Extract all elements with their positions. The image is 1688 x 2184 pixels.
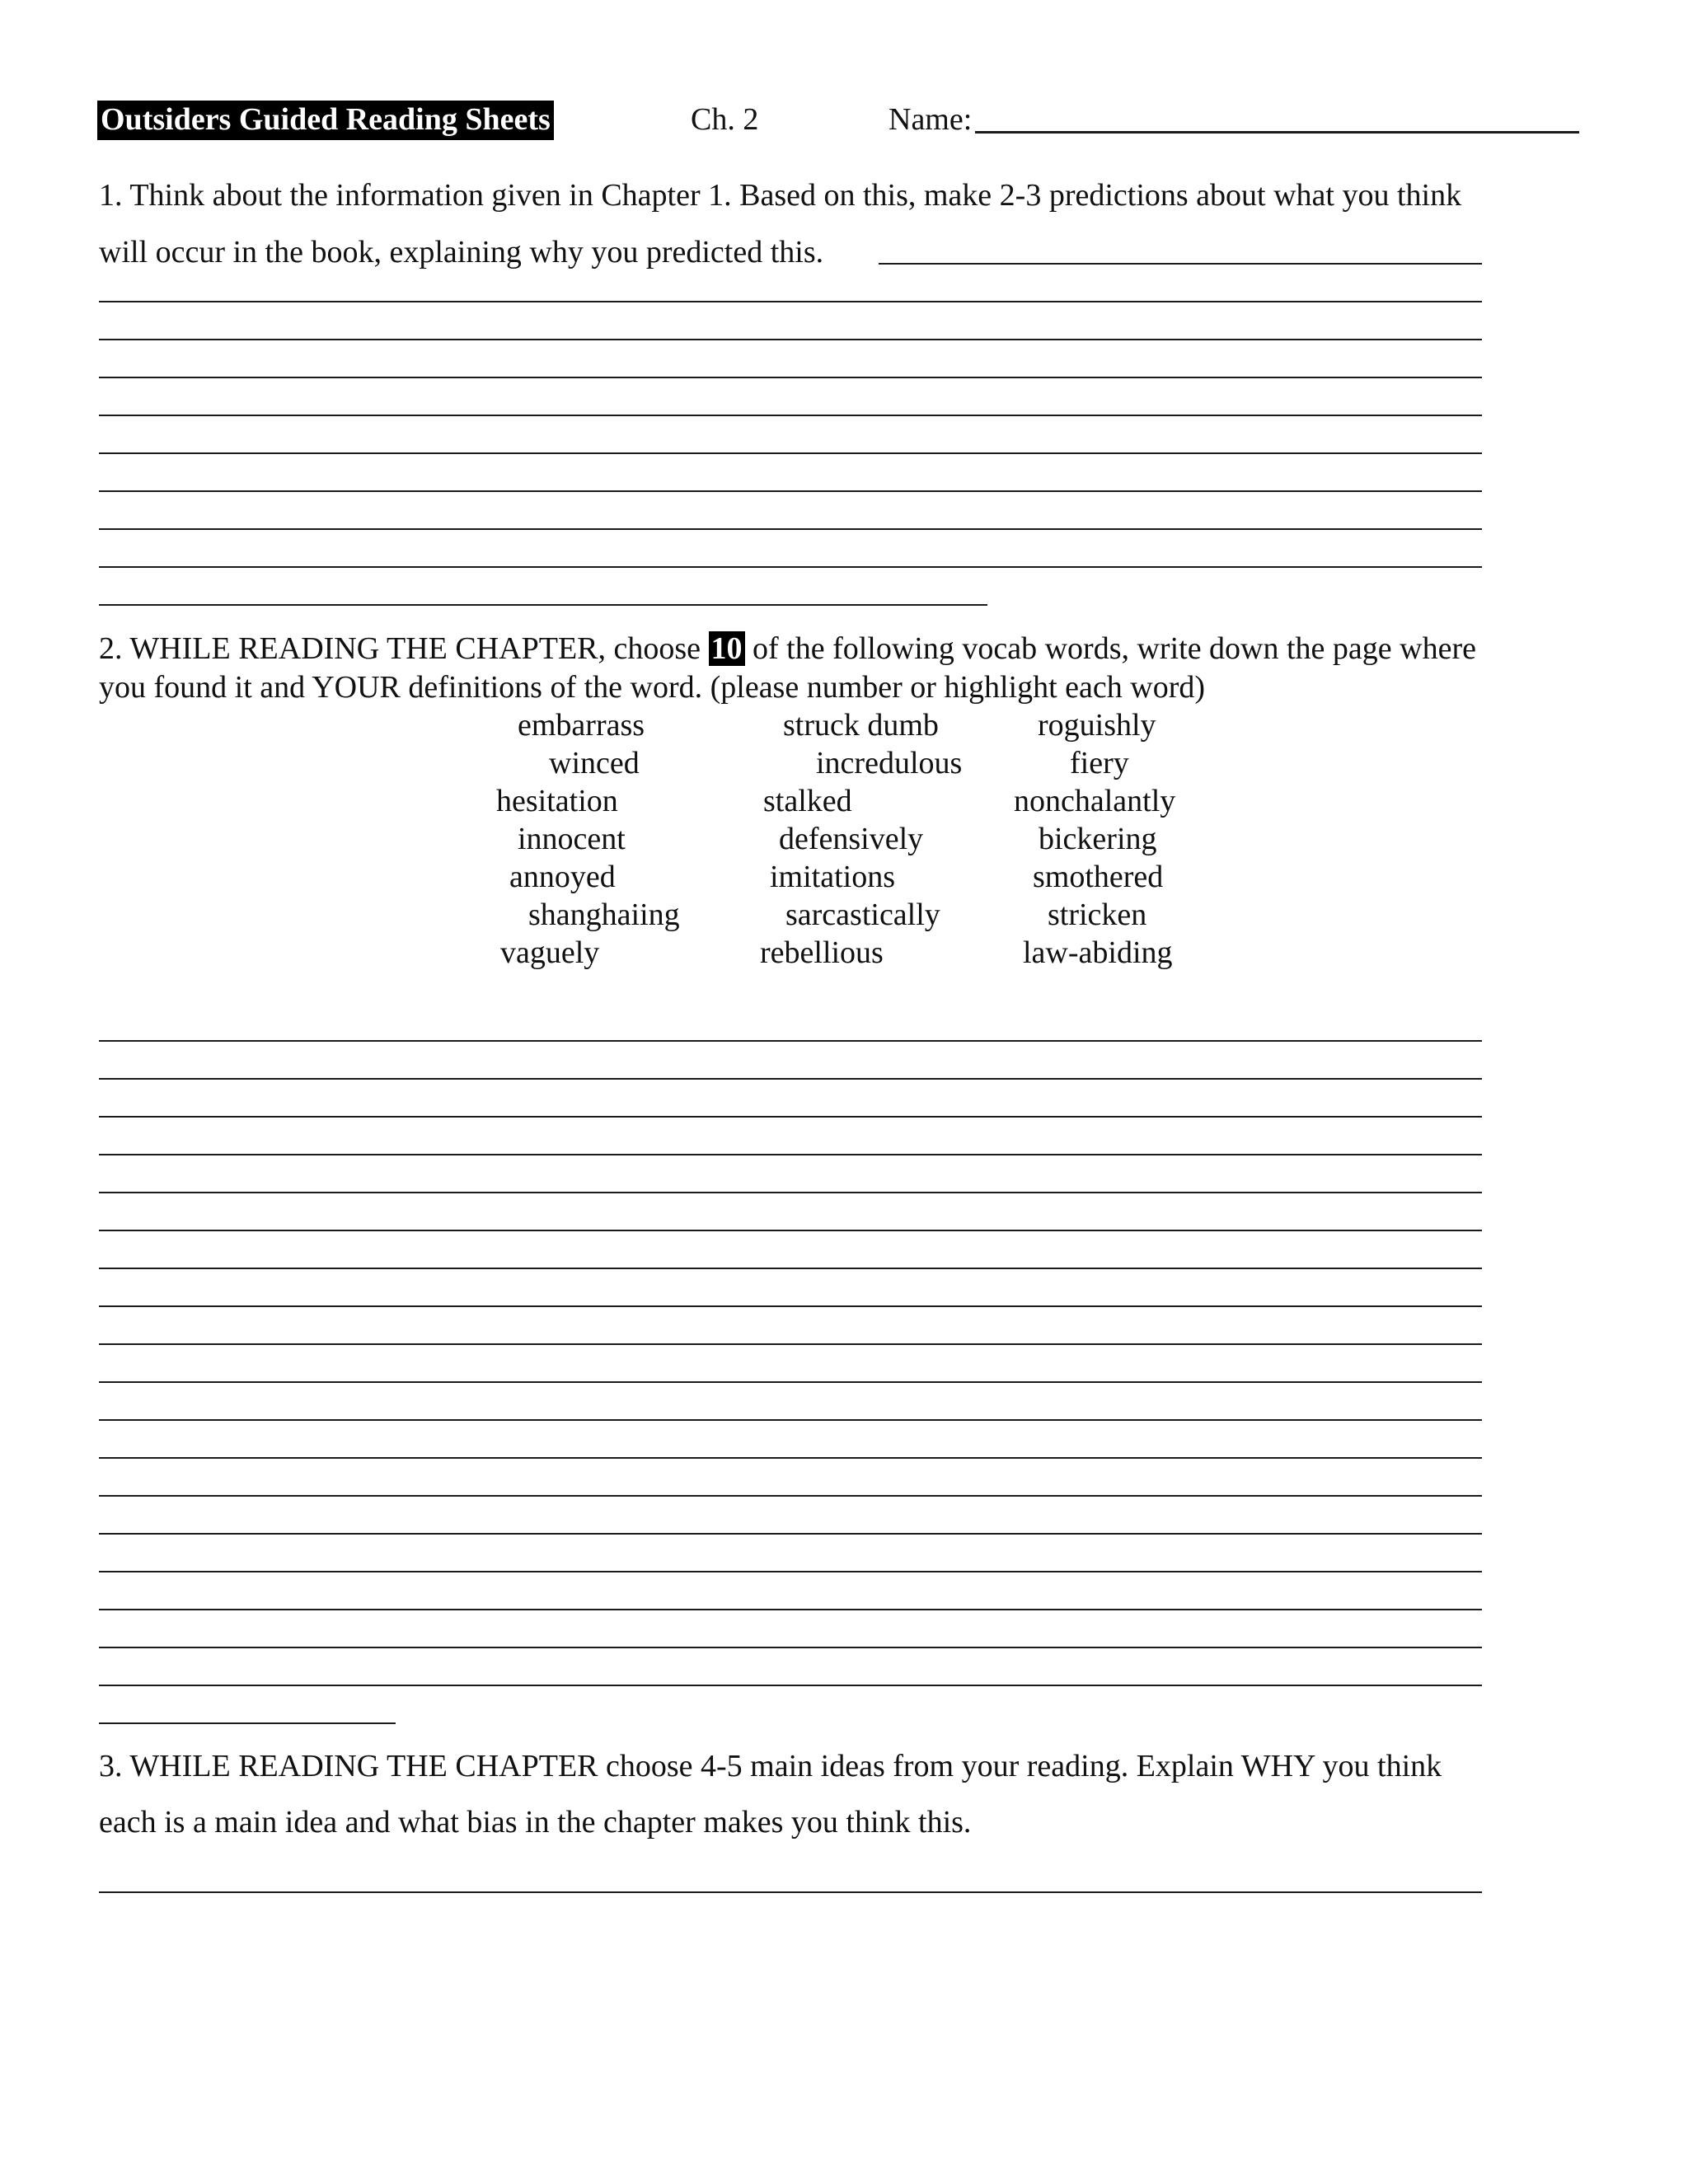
answer-line[interactable] <box>99 1192 1482 1193</box>
q2-text-post: of the following vocab words, write down the page where <box>744 631 1476 666</box>
vocab-word[interactable]: bickering <box>1039 822 1157 856</box>
answer-line[interactable] <box>99 1381 1482 1383</box>
vocab-word[interactable]: roguishly <box>1038 708 1156 743</box>
vocab-word[interactable]: innocent <box>518 822 626 856</box>
vocab-word[interactable]: stricken <box>1048 898 1147 932</box>
q3-text-line2: each is a main idea and what bias in the chapter makes you think this. <box>99 1805 972 1840</box>
answer-line[interactable] <box>99 1722 396 1724</box>
answer-line[interactable] <box>99 1891 1482 1893</box>
worksheet-title: Outsiders Guided Reading Sheets <box>97 101 554 140</box>
q2-text-line2: you found it and YOUR definitions of the word. (please number or highlight each word) <box>99 670 1206 705</box>
name-field-line[interactable] <box>975 131 1579 134</box>
answer-line[interactable] <box>99 1647 1482 1648</box>
answer-line[interactable] <box>99 604 987 606</box>
vocab-word[interactable]: stalked <box>763 784 852 818</box>
answer-line[interactable] <box>99 1305 1482 1307</box>
answer-line[interactable] <box>99 1343 1482 1345</box>
vocab-word[interactable]: struck dumb <box>783 708 939 743</box>
answer-line[interactable] <box>99 1685 1482 1686</box>
vocab-word[interactable]: incredulous <box>816 746 963 780</box>
answer-line[interactable] <box>99 1154 1482 1155</box>
answer-line[interactable] <box>99 1268 1482 1269</box>
answer-line[interactable] <box>99 1533 1482 1535</box>
answer-line[interactable] <box>99 1116 1482 1118</box>
answer-line[interactable] <box>879 263 1482 265</box>
answer-line[interactable] <box>99 1078 1482 1080</box>
q1-text-line1: 1. Think about the information given in Chapter 1. Based on this, make 2-3 predictions about what you think <box>99 178 1462 213</box>
answer-line[interactable] <box>99 566 1482 568</box>
answer-line[interactable] <box>99 1457 1482 1459</box>
vocab-word[interactable]: law-abiding <box>1023 935 1173 970</box>
vocab-word[interactable]: annoyed <box>509 860 616 894</box>
vocab-word[interactable]: shanghaiing <box>528 898 680 932</box>
name-label: Name: <box>889 102 973 137</box>
answer-line[interactable] <box>99 377 1482 378</box>
q2-text-pre: 2. WHILE READING THE CHAPTER, choose <box>99 631 709 666</box>
vocab-word[interactable]: rebellious <box>760 935 884 970</box>
answer-line[interactable] <box>99 1230 1482 1231</box>
vocab-word[interactable]: vaguely <box>500 935 600 970</box>
vocab-word[interactable]: defensively <box>779 822 924 856</box>
answer-line[interactable] <box>99 1609 1482 1610</box>
vocab-word[interactable]: imitations <box>770 860 895 894</box>
answer-line[interactable] <box>99 528 1482 530</box>
q2-highlight-count: 10 <box>709 631 745 666</box>
q3-text-line1: 3. WHILE READING THE CHAPTER choose 4-5 main ideas from your reading. Explain WHY you think <box>99 1749 1442 1783</box>
vocab-word[interactable]: hesitation <box>496 784 618 818</box>
answer-line[interactable] <box>99 1419 1482 1421</box>
answer-line[interactable] <box>99 1040 1482 1042</box>
vocab-word[interactable]: smothered <box>1033 860 1164 894</box>
answer-line[interactable] <box>99 339 1482 340</box>
chapter-label: Ch. 2 <box>691 102 759 137</box>
answer-line[interactable] <box>99 1495 1482 1497</box>
answer-line[interactable] <box>99 415 1482 416</box>
answer-line[interactable] <box>99 301 1482 302</box>
vocab-word[interactable]: nonchalantly <box>1014 784 1176 818</box>
answer-line[interactable] <box>99 490 1482 492</box>
vocab-word[interactable]: embarrass <box>518 708 645 743</box>
vocab-word[interactable]: fiery <box>1070 746 1129 780</box>
answer-line[interactable] <box>99 452 1482 454</box>
vocab-word[interactable]: winced <box>549 746 640 780</box>
q2-text-line1 <box>99 633 1476 664</box>
vocab-word[interactable]: sarcastically <box>785 898 940 932</box>
q1-text-line2: will occur in the book, explaining why you predicted this. <box>99 235 824 269</box>
answer-line[interactable] <box>99 1571 1482 1572</box>
